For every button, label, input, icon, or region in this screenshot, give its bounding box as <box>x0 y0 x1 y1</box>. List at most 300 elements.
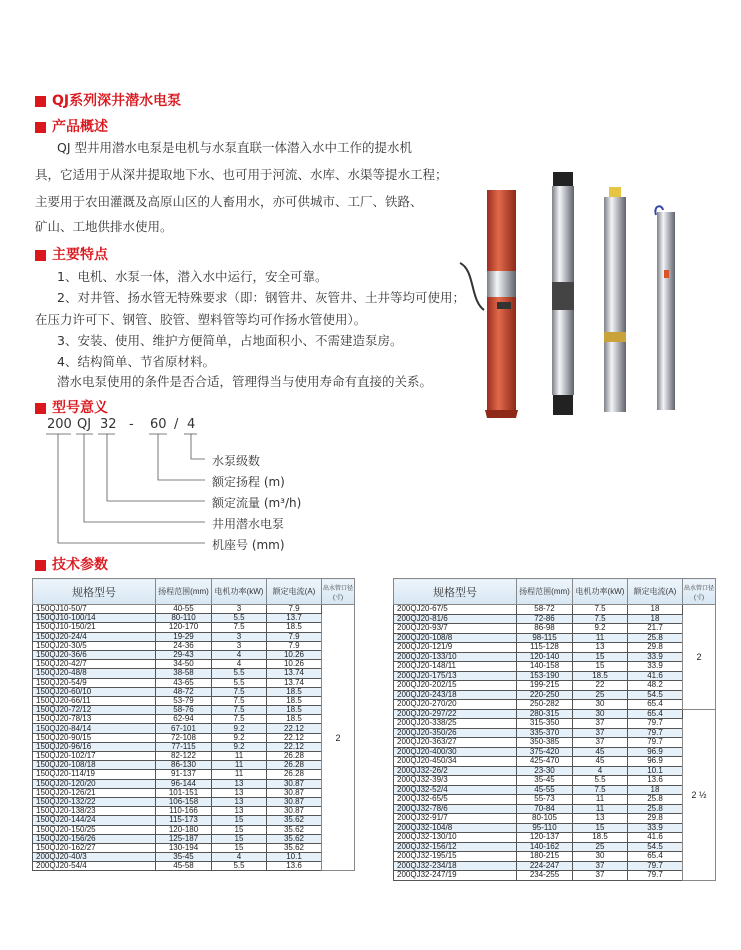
table-row <box>33 623 355 632</box>
cell-current: 30.87 <box>267 788 322 797</box>
cell-current: 13.6 <box>628 776 683 786</box>
table-row <box>33 632 355 641</box>
steel-pump-black-caps <box>552 172 574 415</box>
table-row <box>394 785 716 795</box>
spec-table-left <box>32 578 355 871</box>
cell-model: 200QJ20-133/10 <box>394 652 517 662</box>
col-header-head: 扬程范围(mm) <box>517 579 573 605</box>
cell-current: 54.5 <box>628 690 683 700</box>
table-row <box>394 671 716 681</box>
cell-current: 30.87 <box>267 807 322 816</box>
table-row <box>394 605 716 615</box>
cell-head-range: 35-45 <box>517 776 573 786</box>
table-row <box>394 709 716 719</box>
cell-current: 7.9 <box>267 632 322 641</box>
cell-power: 30 <box>573 709 628 719</box>
cell-head-range: 82-122 <box>156 752 212 761</box>
cell-model: 150QJ20-150/25 <box>33 825 156 834</box>
cell-power: 9.2 <box>573 624 628 634</box>
table-row <box>394 852 716 862</box>
cell-current: 18.5 <box>267 706 322 715</box>
cell-current: 29.8 <box>628 643 683 653</box>
label-head: 额定扬程 (m) <box>212 475 285 489</box>
table-row <box>394 633 716 643</box>
cell-head-range: 35-45 <box>156 853 212 862</box>
overview-line: 具，它适用于从深井提取地下水、也可用于河流、水库、水渠等提水工程； <box>35 167 448 182</box>
feature-line: 在压力许可下、钢管、胶管、塑料管等均可作扬水管使用）。 <box>35 312 367 327</box>
cell-model: 200QJ20-338/25 <box>394 719 517 729</box>
cell-power: 7.5 <box>212 696 267 705</box>
cell-power: 7.5 <box>573 614 628 624</box>
cell-power: 7.5 <box>212 687 267 696</box>
cell-model: 200QJ20-400/30 <box>394 747 517 757</box>
cell-head-range: 375-420 <box>517 747 573 757</box>
cell-power: 5.5 <box>573 776 628 786</box>
cell-power: 4 <box>212 660 267 669</box>
table-row <box>394 681 716 691</box>
title-text: QJ系列深井潜水电泵 <box>52 93 182 109</box>
cell-power: 45 <box>573 747 628 757</box>
cell-power: 15 <box>212 825 267 834</box>
cell-current: 35.62 <box>267 843 322 852</box>
cell-head-range: 120-180 <box>156 825 212 834</box>
table-row <box>394 614 716 624</box>
cell-power: 4 <box>212 853 267 862</box>
cell-current: 41.6 <box>628 671 683 681</box>
cell-power: 7.5 <box>573 605 628 615</box>
cell-head-range: 115-128 <box>517 643 573 653</box>
cell-model: 200QJ32-234/18 <box>394 861 517 871</box>
cell-head-range: 43-65 <box>156 678 212 687</box>
cell-current: 96.9 <box>628 757 683 767</box>
cell-power: 37 <box>573 861 628 871</box>
cell-model: 150QJ20-156/26 <box>33 834 156 843</box>
cell-head-range: 58-76 <box>156 706 212 715</box>
table-header-row <box>394 579 716 605</box>
cell-model: 200QJ20-350/26 <box>394 728 517 738</box>
cell-power: 25 <box>573 690 628 700</box>
pump-product-image <box>450 160 710 430</box>
bullet-square-icon <box>35 560 46 571</box>
table-row <box>394 776 716 786</box>
cell-power: 25 <box>573 842 628 852</box>
cell-model: 200QJ20-363/27 <box>394 738 517 748</box>
cell-current: 7.9 <box>267 605 322 614</box>
cell-head-range: 315-350 <box>517 719 573 729</box>
cell-head-range: 120-137 <box>517 833 573 843</box>
code-part-base: 200 <box>47 417 72 432</box>
specs-heading-text: 技术参数 <box>52 557 108 573</box>
cell-power: 18.5 <box>573 833 628 843</box>
cell-current: 26.28 <box>267 761 322 770</box>
col-header-current: 额定电流(A) <box>628 579 683 605</box>
feature-line: 3、安装、使用、维护方便简单，占地面积小、不需建造泵房。 <box>57 333 403 348</box>
cell-current: 33.9 <box>628 823 683 833</box>
table-row <box>33 678 355 687</box>
cell-model: 200QJ20-148/11 <box>394 662 517 672</box>
cell-power: 5.5 <box>212 614 267 623</box>
cell-current: 25.8 <box>628 633 683 643</box>
cell-power: 13 <box>212 807 267 816</box>
cell-current: 96.9 <box>628 747 683 757</box>
cell-power: 13 <box>212 788 267 797</box>
overview-heading-text: 产品概述 <box>52 119 108 135</box>
cell-current: 65.4 <box>628 709 683 719</box>
table-row <box>394 728 716 738</box>
cell-head-range: 180-215 <box>517 852 573 862</box>
cell-head-range: 224-247 <box>517 861 573 871</box>
cell-head-range: 45-55 <box>517 785 573 795</box>
cell-power: 30 <box>573 852 628 862</box>
cell-current: 18.5 <box>267 715 322 724</box>
cell-model: 150QJ10-50/7 <box>33 605 156 614</box>
cell-power: 4 <box>573 766 628 776</box>
cell-current: 18 <box>628 614 683 624</box>
cell-current: 7.9 <box>267 641 322 650</box>
cell-model: 150QJ10-100/14 <box>33 614 156 623</box>
cell-current: 35.62 <box>267 825 322 834</box>
cell-head-range: 425-470 <box>517 757 573 767</box>
cell-model: 150QJ20-138/23 <box>33 807 156 816</box>
cell-model: 200QJ20-270/20 <box>394 700 517 710</box>
table-row <box>394 795 716 805</box>
cell-current: 25.8 <box>628 795 683 805</box>
cell-head-range: 48-72 <box>156 687 212 696</box>
cell-model: 150QJ20-102/17 <box>33 752 156 761</box>
cell-model: 200QJ20-450/34 <box>394 757 517 767</box>
cell-power: 11 <box>212 761 267 770</box>
cell-power: 4 <box>212 650 267 659</box>
cell-head-range: 110-166 <box>156 807 212 816</box>
cell-head-range: 86-130 <box>156 761 212 770</box>
cell-model: 150QJ10-150/21 <box>33 623 156 632</box>
cell-model: 200QJ32-78/6 <box>394 804 517 814</box>
table-row <box>394 814 716 824</box>
code-part-slash: / <box>174 417 179 432</box>
cell-head-range: 234-255 <box>517 871 573 881</box>
cell-power: 15 <box>573 652 628 662</box>
cell-current: 79.7 <box>628 861 683 871</box>
cell-model: 200QJ32-39/3 <box>394 776 517 786</box>
table-row <box>33 724 355 733</box>
cell-pipe-size: 2 ½ <box>683 709 716 880</box>
cell-head-range: 140-162 <box>517 842 573 852</box>
cell-power: 30 <box>573 700 628 710</box>
cell-head-range: 101-151 <box>156 788 212 797</box>
red-pump <box>460 190 518 418</box>
cell-head-range: 19-29 <box>156 632 212 641</box>
cell-model: 200QJ20-81/6 <box>394 614 517 624</box>
cell-power: 7.5 <box>212 706 267 715</box>
cell-model: 200QJ32-247/19 <box>394 871 517 881</box>
cell-current: 33.9 <box>628 652 683 662</box>
code-part-stages: 4 <box>187 417 196 432</box>
cell-power: 5.5 <box>212 862 267 871</box>
cell-model: 150QJ20-60/10 <box>33 687 156 696</box>
feature-line: 1、电机、水泵一体，潜入水中运行，安全可靠。 <box>57 269 328 284</box>
cell-power: 15 <box>212 843 267 852</box>
cell-head-range: 72-86 <box>517 614 573 624</box>
cell-model: 200QJ20-67/5 <box>394 605 517 615</box>
table-row <box>394 690 716 700</box>
feature-line: 潜水电泵使用的条件是否合适，管理得当与使用寿命有直接的关系。 <box>57 374 433 389</box>
cell-model: 150QJ20-72/12 <box>33 706 156 715</box>
col-header-model: 规格型号 <box>394 579 517 605</box>
table-row <box>394 624 716 634</box>
cell-model: 150QJ20-36/6 <box>33 650 156 659</box>
cell-current: 13.6 <box>267 862 322 871</box>
cell-power: 45 <box>573 757 628 767</box>
feature-line: 2、对井管、扬水管无特殊要求（即：钢管井、灰管井、土井等均可使用； <box>57 290 465 305</box>
cell-current: 41.6 <box>628 833 683 843</box>
label-stages: 水泵级数 <box>212 454 261 468</box>
cell-model: 150QJ20-42/7 <box>33 660 156 669</box>
cell-power: 13 <box>212 779 267 788</box>
table-row <box>394 662 716 672</box>
cell-head-range: 70-84 <box>517 804 573 814</box>
cell-current: 35.62 <box>267 834 322 843</box>
cell-head-range: 53-79 <box>156 696 212 705</box>
cell-model: 150QJ20-24/4 <box>33 632 156 641</box>
code-part-flow: 32 <box>100 417 117 432</box>
cell-model: 200QJ20-297/22 <box>394 709 517 719</box>
cell-power: 11 <box>212 752 267 761</box>
cell-current: 22.12 <box>267 733 322 742</box>
cell-head-range: 67-101 <box>156 724 212 733</box>
cell-power: 22 <box>573 681 628 691</box>
table-row <box>394 738 716 748</box>
cell-power: 15 <box>573 823 628 833</box>
cell-current: 79.7 <box>628 719 683 729</box>
cell-head-range: 153-190 <box>517 671 573 681</box>
cell-model: 200QJ32-26/2 <box>394 766 517 776</box>
cell-current: 65.4 <box>628 700 683 710</box>
cell-current: 18.5 <box>267 687 322 696</box>
cell-current: 35.62 <box>267 816 322 825</box>
code-part-head: 60 <box>150 417 167 432</box>
cell-current: 29.8 <box>628 814 683 824</box>
cell-head-range: 335-370 <box>517 728 573 738</box>
cell-current: 13.74 <box>267 678 322 687</box>
cell-model: 150QJ20-162/27 <box>33 843 156 852</box>
cell-model: 200QJ20-243/18 <box>394 690 517 700</box>
table-row <box>394 823 716 833</box>
cell-head-range: 130-194 <box>156 843 212 852</box>
steel-pump-slim <box>655 206 675 410</box>
cell-head-range: 45-58 <box>156 862 212 871</box>
cell-current: 13.7 <box>267 614 322 623</box>
cell-power: 37 <box>573 871 628 881</box>
cell-head-range: 80-110 <box>156 614 212 623</box>
cell-current: 10.1 <box>628 766 683 776</box>
cell-power: 7.5 <box>212 715 267 724</box>
cell-head-range: 34-50 <box>156 660 212 669</box>
cell-power: 37 <box>573 719 628 729</box>
table-row <box>394 700 716 710</box>
cell-model: 200QJ32-91/7 <box>394 814 517 824</box>
cell-head-range: 38-58 <box>156 669 212 678</box>
col-header-power: 电机功率(kW) <box>573 579 628 605</box>
cell-model: 150QJ20-114/19 <box>33 770 156 779</box>
cell-power: 15 <box>573 662 628 672</box>
cell-model: 200QJ32-130/10 <box>394 833 517 843</box>
spec-table-right <box>393 578 716 881</box>
cell-current: 22.12 <box>267 742 322 751</box>
cell-power: 11 <box>573 795 628 805</box>
cell-model: 150QJ20-144/24 <box>33 816 156 825</box>
cell-power: 9.2 <box>212 742 267 751</box>
cell-power: 15 <box>212 834 267 843</box>
cell-current: 10.26 <box>267 660 322 669</box>
table-row <box>394 643 716 653</box>
table-row <box>394 652 716 662</box>
cell-current: 13.74 <box>267 669 322 678</box>
cell-head-range: 86-98 <box>517 624 573 634</box>
cell-current: 18.5 <box>267 696 322 705</box>
cell-power: 7.5 <box>212 623 267 632</box>
cell-model: 200QJ20-93/7 <box>394 624 517 634</box>
cell-current: 26.28 <box>267 770 322 779</box>
cell-head-range: 40-55 <box>156 605 212 614</box>
table-row <box>33 862 355 871</box>
cell-model: 200QJ32-52/4 <box>394 785 517 795</box>
table-row <box>33 834 355 843</box>
cell-head-range: 80-105 <box>517 814 573 824</box>
cell-head-range: 106-158 <box>156 797 212 806</box>
cell-model: 200QJ20-108/8 <box>394 633 517 643</box>
cell-current: 48.2 <box>628 681 683 691</box>
cell-model: 150QJ20-90/15 <box>33 733 156 742</box>
cell-head-range: 58-72 <box>517 605 573 615</box>
cell-head-range: 77-115 <box>156 742 212 751</box>
cell-head-range: 24-36 <box>156 641 212 650</box>
cell-head-range: 120-170 <box>156 623 212 632</box>
cell-model: 150QJ20-54/9 <box>33 678 156 687</box>
cell-model: 150QJ20-84/14 <box>33 724 156 733</box>
cell-model: 150QJ20-66/11 <box>33 696 156 705</box>
cell-power: 3 <box>212 641 267 650</box>
label-type: 井用潜水电泵 <box>212 517 285 531</box>
overview-line: 矿山、工地供排水使用。 <box>35 219 173 234</box>
cell-pipe-size: 2 <box>683 605 716 710</box>
model-meaning-heading-text: 型号意义 <box>52 400 108 416</box>
cell-head-range: 23-30 <box>517 766 573 776</box>
cell-power: 5.5 <box>212 678 267 687</box>
cell-power: 18.5 <box>573 671 628 681</box>
label-flow: 额定流量 (m³/h) <box>212 496 302 510</box>
cell-power: 11 <box>573 804 628 814</box>
table-row <box>33 779 355 788</box>
table-row <box>33 669 355 678</box>
cell-power: 3 <box>212 632 267 641</box>
cell-head-range: 250-282 <box>517 700 573 710</box>
cell-current: 21.7 <box>628 624 683 634</box>
cell-model: 200QJ20-175/13 <box>394 671 517 681</box>
cell-model: 200QJ32-156/12 <box>394 842 517 852</box>
cell-current: 10.1 <box>267 853 322 862</box>
table-row <box>33 825 355 834</box>
table-row <box>33 687 355 696</box>
cell-head-range: 29-43 <box>156 650 212 659</box>
cell-current: 18.5 <box>267 623 322 632</box>
table-row <box>394 833 716 843</box>
table-row <box>394 757 716 767</box>
table-header-row <box>33 579 355 605</box>
table-row <box>33 816 355 825</box>
cell-model: 200QJ20-121/9 <box>394 643 517 653</box>
label-base: 机座号 (mm) <box>212 538 285 552</box>
cell-head-range: 199-215 <box>517 681 573 691</box>
cell-head-range: 62-94 <box>156 715 212 724</box>
cell-power: 15 <box>212 816 267 825</box>
cell-head-range: 115-173 <box>156 816 212 825</box>
cell-model: 200QJ32-195/15 <box>394 852 517 862</box>
cell-current: 30.87 <box>267 797 322 806</box>
table-row <box>394 747 716 757</box>
cell-current: 79.7 <box>628 871 683 881</box>
cell-model: 150QJ20-48/8 <box>33 669 156 678</box>
cell-current: 18 <box>628 785 683 795</box>
cell-power: 13 <box>212 797 267 806</box>
cell-power: 9.2 <box>212 724 267 733</box>
cell-current: 10.26 <box>267 650 322 659</box>
cell-head-range: 98-115 <box>517 633 573 643</box>
cell-model: 200QJ32-104/8 <box>394 823 517 833</box>
cell-model: 150QJ20-96/16 <box>33 742 156 751</box>
table-row <box>394 804 716 814</box>
cell-current: 26.28 <box>267 752 322 761</box>
specs-heading <box>35 557 108 573</box>
cell-model: 200QJ20-54/4 <box>33 862 156 871</box>
table-row <box>33 770 355 779</box>
table-row <box>394 719 716 729</box>
cell-head-range: 220-250 <box>517 690 573 700</box>
cell-model: 150QJ20-132/22 <box>33 797 156 806</box>
cell-current: 65.4 <box>628 852 683 862</box>
cell-model: 150QJ20-30/5 <box>33 641 156 650</box>
col-header-power: 电机功率(kW) <box>212 579 267 605</box>
code-part-type: QJ <box>77 417 92 432</box>
cell-current: 33.9 <box>628 662 683 672</box>
cell-power: 7.5 <box>573 785 628 795</box>
col-header-pipe: 出水管口径(寸) <box>683 579 716 605</box>
cell-head-range: 95-110 <box>517 823 573 833</box>
cell-model: 150QJ20-120/20 <box>33 779 156 788</box>
cell-current: 25.8 <box>628 804 683 814</box>
cell-power: 5.5 <box>212 669 267 678</box>
cell-model: 200QJ20-202/15 <box>394 681 517 691</box>
cell-model: 150QJ20-126/21 <box>33 788 156 797</box>
cell-head-range: 55-73 <box>517 795 573 805</box>
cell-current: 18 <box>628 605 683 615</box>
table-row <box>394 871 716 881</box>
cell-head-range: 140-158 <box>517 662 573 672</box>
cell-power: 11 <box>212 770 267 779</box>
cell-power: 11 <box>573 633 628 643</box>
cell-head-range: 91-137 <box>156 770 212 779</box>
col-header-pipe: 出水管口径(寸) <box>322 579 355 605</box>
overview-line: 主要用于农田灌溉及高原山区的人畜用水，亦可供城市、工厂、铁路、 <box>35 194 423 209</box>
cell-current: 54.5 <box>628 842 683 852</box>
table-row <box>33 733 355 742</box>
cell-head-range: 280-315 <box>517 709 573 719</box>
features-heading-text: 主要特点 <box>52 247 108 263</box>
table-row <box>33 715 355 724</box>
cell-power: 13 <box>573 643 628 653</box>
cell-pipe-size: 2 <box>322 605 355 871</box>
cell-head-range: 72-108 <box>156 733 212 742</box>
cell-head-range: 350-385 <box>517 738 573 748</box>
